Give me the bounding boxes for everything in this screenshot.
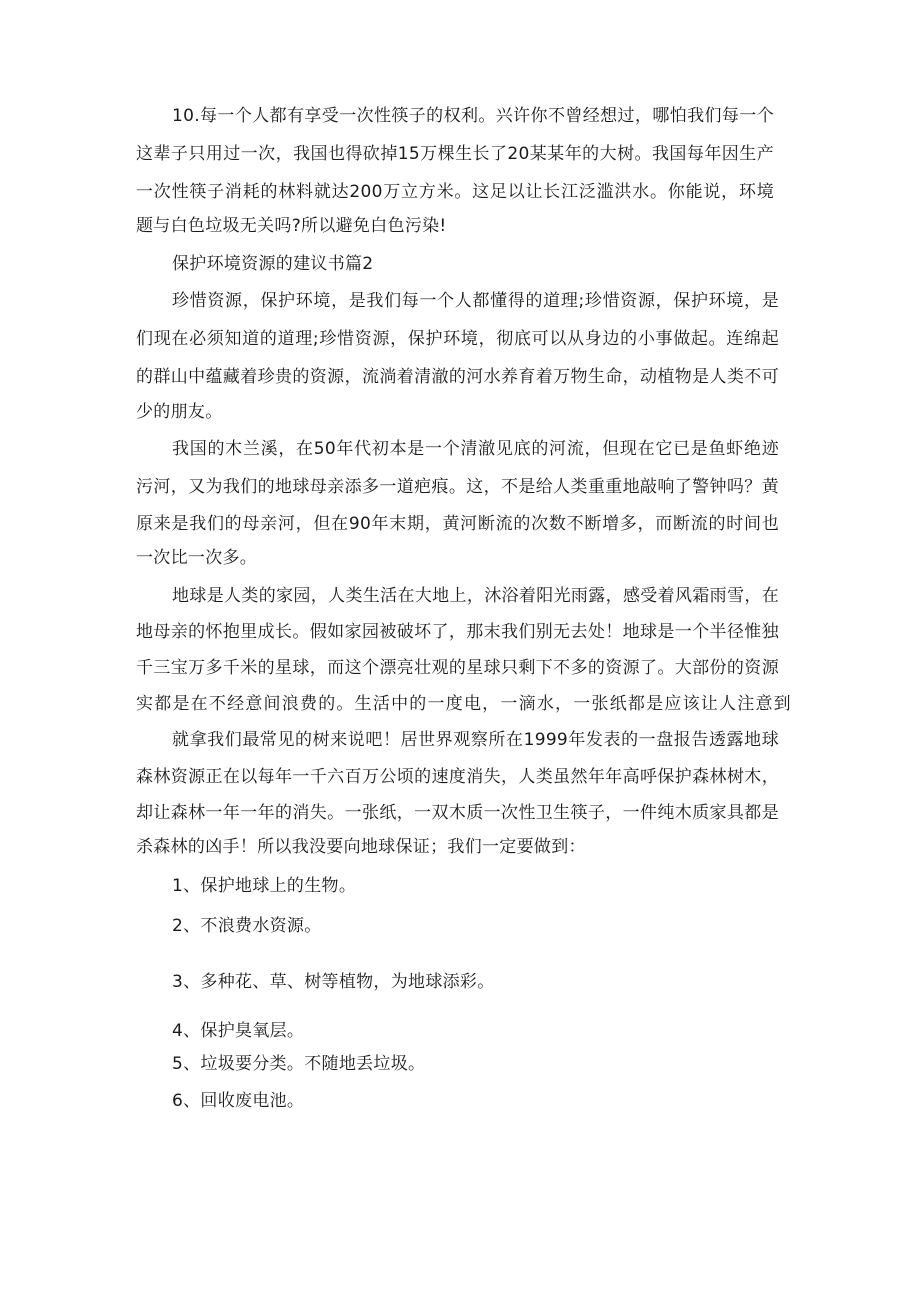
paragraph-3-line-3: 千三宝万多千米的星球，而这个漂亮壮观的星球只剩下不多的资源了。大部份的资源 xyxy=(136,658,779,678)
paragraph-2-line-3: 原来是我们的母亲河，但在90年末期，黄河断流的次数不断增多，而断流的时间也 xyxy=(136,514,779,534)
section-title: 保护环境资源的建议书篇2 xyxy=(172,254,374,274)
paragraph-2-line-4: 一次比一次多。 xyxy=(136,548,258,568)
list-item: 6、回收废电池。 xyxy=(172,1091,305,1111)
list-item: 5、垃圾要分类。不随地丢垃圾。 xyxy=(172,1054,426,1074)
paragraph-2-line-2: 污河，又为我们的地球母亲添多一道疤痕。这，不是给人类重重地敲响了警钟吗？黄 xyxy=(136,477,779,497)
paragraph-10-line-2: 这辈子只用过一次，我国也得砍掉15万棵生长了20某某年的大树。我国每年因生产 xyxy=(136,144,774,164)
list-item: 4、保护臭氧层。 xyxy=(172,1021,305,1041)
paragraph-3-line-1: 地球是人类的家园，人类生活在大地上，沐浴着阳光雨露，感受着风霜雨雪，在 xyxy=(172,586,779,606)
paragraph-1-line-2: 们现在必须知道的道理;珍惜资源，保护环境，彻底可以从身边的小事做起。连绵起 xyxy=(136,329,779,349)
paragraph-1-line-1: 珍惜资源，保护环境，是我们每一个人都懂得的道理;珍惜资源，保护环境，是 xyxy=(172,291,779,311)
list-item: 3、多种花、草、树等植物，为地球添彩。 xyxy=(172,972,495,992)
paragraph-4-line-3: 却让森林一年一年的消失。一张纸，一双木质一次性卫生筷子，一件纯木质家具都是 xyxy=(136,803,779,823)
paragraph-10-line-3: 一次性筷子消耗的林料就达200万立方米。这足以让长江泛滥洪水。你能说，环境 xyxy=(136,182,774,202)
paragraph-1-line-4: 少的朋友。 xyxy=(136,402,223,422)
paragraph-2-line-1: 我国的木兰溪，在50年代初本是一个清澈见底的河流，但现在它已是鱼虾绝迹 xyxy=(172,439,779,459)
paragraph-3-line-2: 地母亲的怀抱里成长。假如家园被破坏了，那末我们别无去处！地球是一个半径惟独 xyxy=(136,622,779,642)
paragraph-4-line-2: 森林资源正在以每年一千六百万公顷的速度消失，人类虽然年年高呼保护森林树木， xyxy=(136,767,779,787)
paragraph-4-line-4: 杀森林的凶手！所以我没要向地球保证；我们一定要做到： xyxy=(136,837,586,857)
paragraph-1-line-3: 的群山中蕴藏着珍贵的资源，流淌着清澈的河水养育着万物生命，动植物是人类不可 xyxy=(136,367,779,387)
list-item: 2、不浪费水资源。 xyxy=(172,916,322,936)
paragraph-3-line-4: 实都是在不经意间浪费的。生活中的一度电，一滴水，一张纸都是应该让人注意到 xyxy=(136,694,791,714)
paragraph-4-line-1: 就拿我们最常见的树来说吧！居世界观察所在1999年发表的一盘报告透露地球 xyxy=(172,730,779,750)
list-item: 1、保护地球上的生物。 xyxy=(172,876,357,896)
paragraph-10-line-4: 题与白色垃圾无关吗?所以避免白色污染! xyxy=(136,216,447,236)
paragraph-10-line-1: 10.每一个人都有享受一次性筷子的权利。兴许你不曾经想过，哪怕我们每一个 xyxy=(172,106,774,126)
